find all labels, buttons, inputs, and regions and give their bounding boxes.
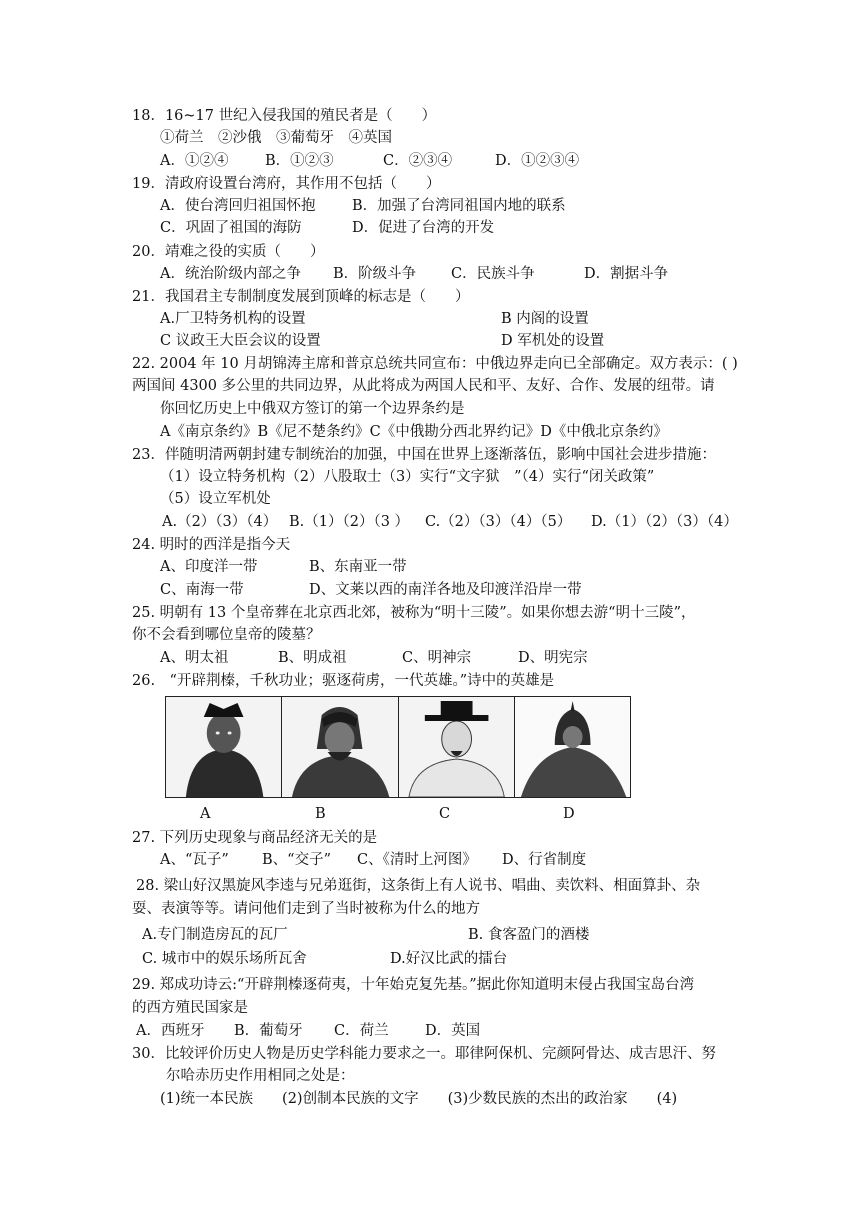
q29-option-b: B．葡萄牙	[234, 1023, 303, 1039]
q25-option-d: D、明宪宗	[518, 650, 588, 666]
q28-option-c: C. 城市中的娱乐场所瓦舍	[142, 951, 307, 967]
q24-stem: 24. 明时的西洋是指今天	[132, 537, 291, 553]
q22-stem-2: 两国间 4300 多公里的共同边界，从此将成为两国人民和平、友好、合作、发展的纽带。请	[132, 378, 715, 394]
portrait-label-d: D	[563, 806, 575, 822]
portrait-strip	[165, 696, 631, 798]
q20-option-a: A．统治阶级内部之争	[160, 266, 301, 282]
q26-stem: 26. “开辟荆榛，千秋功业；驱逐荷虏，一代英雄。”诗中的英雄是	[132, 673, 555, 689]
q20-option-c: C．民族斗争	[451, 266, 535, 282]
q23-option-b: B.（1）（2）（3 ）	[289, 514, 410, 530]
portrait-c-image	[399, 697, 515, 797]
portrait-label-a: A	[200, 806, 211, 822]
q27-option-c: C、《清时上河图》	[357, 852, 477, 868]
q28-stem-2: 耍、表演等等。请问他们走到了当时被称为什么的地方	[132, 901, 480, 917]
q25-stem-1: 25. 明朝有 13 个皇帝葬在北京西北郊，被称为“明十三陵”。如果你想去游“明十三陵”，	[132, 605, 696, 621]
q18-option-c: C．②③④	[383, 153, 453, 169]
portrait-b-image	[282, 697, 398, 797]
q19-option-b: B．加强了台湾同祖国内地的联系	[352, 198, 566, 214]
q28-stem-1: 28. 梁山好汉黑旋风李逵与兄弟逛街，这条街上有人说书、唱曲、卖饮料、相面算卦、杂	[136, 878, 701, 894]
q23-measures-2: （5）设立军机处	[160, 491, 271, 507]
q20-stem: 20．靖难之役的实质（ ）	[132, 244, 325, 260]
q21-option-b: B 内阁的设置	[501, 311, 589, 327]
q29-stem-1: 29. 郑成功诗云:“开辟荆榛逐荷夷，十年始克复先基。”据此你知道明末侵占我国宝岛台湾	[132, 977, 695, 993]
q21-option-c: C 议政王大臣会议的设置	[160, 333, 321, 349]
q24-option-a: A、印度洋一带	[160, 559, 258, 575]
q27-option-b: B、“交子”	[262, 852, 331, 868]
q23-option-d: D.（1）（2）（3）（4）	[591, 514, 738, 530]
q30-stem-2: 尔哈赤历史作用相同之处是：	[166, 1068, 355, 1084]
q22-stem-3: 你回忆历史上中俄双方签订的第一个边界条约是	[160, 401, 465, 417]
q21-option-d: D 军机处的设置	[501, 333, 605, 349]
q24-option-b: B、东南亚一带	[309, 559, 407, 575]
q29-option-c: C．荷兰	[334, 1023, 389, 1039]
q25-stem-2: 你不会看到哪位皇帝的陵墓？	[132, 627, 321, 643]
q28-option-b: B. 食客盈门的酒楼	[468, 927, 590, 943]
q20-option-d: D．割据斗争	[584, 266, 669, 282]
q19-option-c: C．巩固了祖国的海防	[160, 220, 302, 236]
q27-stem: 27. 下列历史现象与商品经济无关的是	[132, 830, 378, 846]
q27-option-a: A、“瓦子”	[160, 852, 229, 868]
q29-stem-2: 的西方殖民国家是	[132, 1000, 248, 1016]
q25-option-c: C、明神宗	[402, 650, 472, 666]
q29-option-d: D．英国	[425, 1023, 481, 1039]
q24-option-d: D、文莱以西的南洋各地及印渡洋沿岸一带	[309, 582, 582, 598]
portrait-label-b: B	[315, 806, 326, 822]
q23-stem: 23．伴随明清两朝封建专制统治的加强，中国在世界上逐渐落伍，影响中国社会进步措施：	[132, 447, 716, 463]
q22-options: A《南京条约》B《尼不楚条约》C《中俄勘分西北界约记》D《中俄北京条约》	[160, 424, 668, 440]
q27-option-d: D、行省制度	[502, 852, 587, 868]
q30-stem-1: 30．比较评价历史人物是历史学科能力要求之一。耶律阿保机、完颜阿骨达、成吉思汗、努	[132, 1046, 716, 1062]
portrait-d-image	[515, 697, 630, 797]
q21-option-a: A.厂卫特务机构的设置	[160, 311, 306, 327]
q28-option-a: A.专门制造房瓦的瓦厂	[142, 927, 288, 943]
portrait-label-c: C	[439, 806, 451, 822]
q21-stem: 21．我国君主专制制度发展到顶峰的标志是（ ）	[132, 289, 470, 305]
q29-option-a: A．西班牙	[136, 1023, 205, 1039]
q24-option-c: C、南海一带	[160, 582, 244, 598]
q20-option-b: B．阶级斗争	[333, 266, 417, 282]
q18-choices: ①荷兰 ②沙俄 ③葡萄牙 ④英国	[160, 130, 392, 146]
q25-option-b: B、明成祖	[278, 650, 347, 666]
q28-option-d: D.好汉比武的擂台	[390, 951, 508, 967]
q23-option-c: C.（2）（3）（4）（5）	[425, 514, 572, 530]
q23-option-a: A.（2）（3）（4）	[162, 514, 278, 530]
q19-stem: 19．清政府设置台湾府，其作用不包括（ ）	[132, 176, 441, 192]
q19-option-d: D．促进了台湾的开发	[352, 220, 495, 236]
q19-option-a: A．使台湾回归祖国怀抱	[160, 198, 316, 214]
q18-option-b: B．①②③	[265, 153, 334, 169]
q18-option-a: A．①②④	[160, 153, 229, 169]
q18-option-d: D．①②③④	[495, 153, 580, 169]
portrait-a-image	[166, 697, 282, 797]
q18-stem: 18．16~17 世纪入侵我国的殖民者是（ ）	[132, 108, 437, 124]
q30-choices: (1)统一本民族 (2)创制本民族的文字 (3)少数民族的杰出的政治家 (4)	[160, 1091, 678, 1107]
q22-stem-1: 22. 2004 年 10 月胡锦涛主席和普京总统共同宣布：中俄边界走向已全部确定。双方表示：( )	[132, 356, 738, 372]
q25-option-a: A、明太祖	[160, 650, 229, 666]
q23-measures-1: （1）设立特务机构（2）八股取士（3）实行“文字狱 ”（4）实行“闭关政策”	[160, 469, 655, 485]
